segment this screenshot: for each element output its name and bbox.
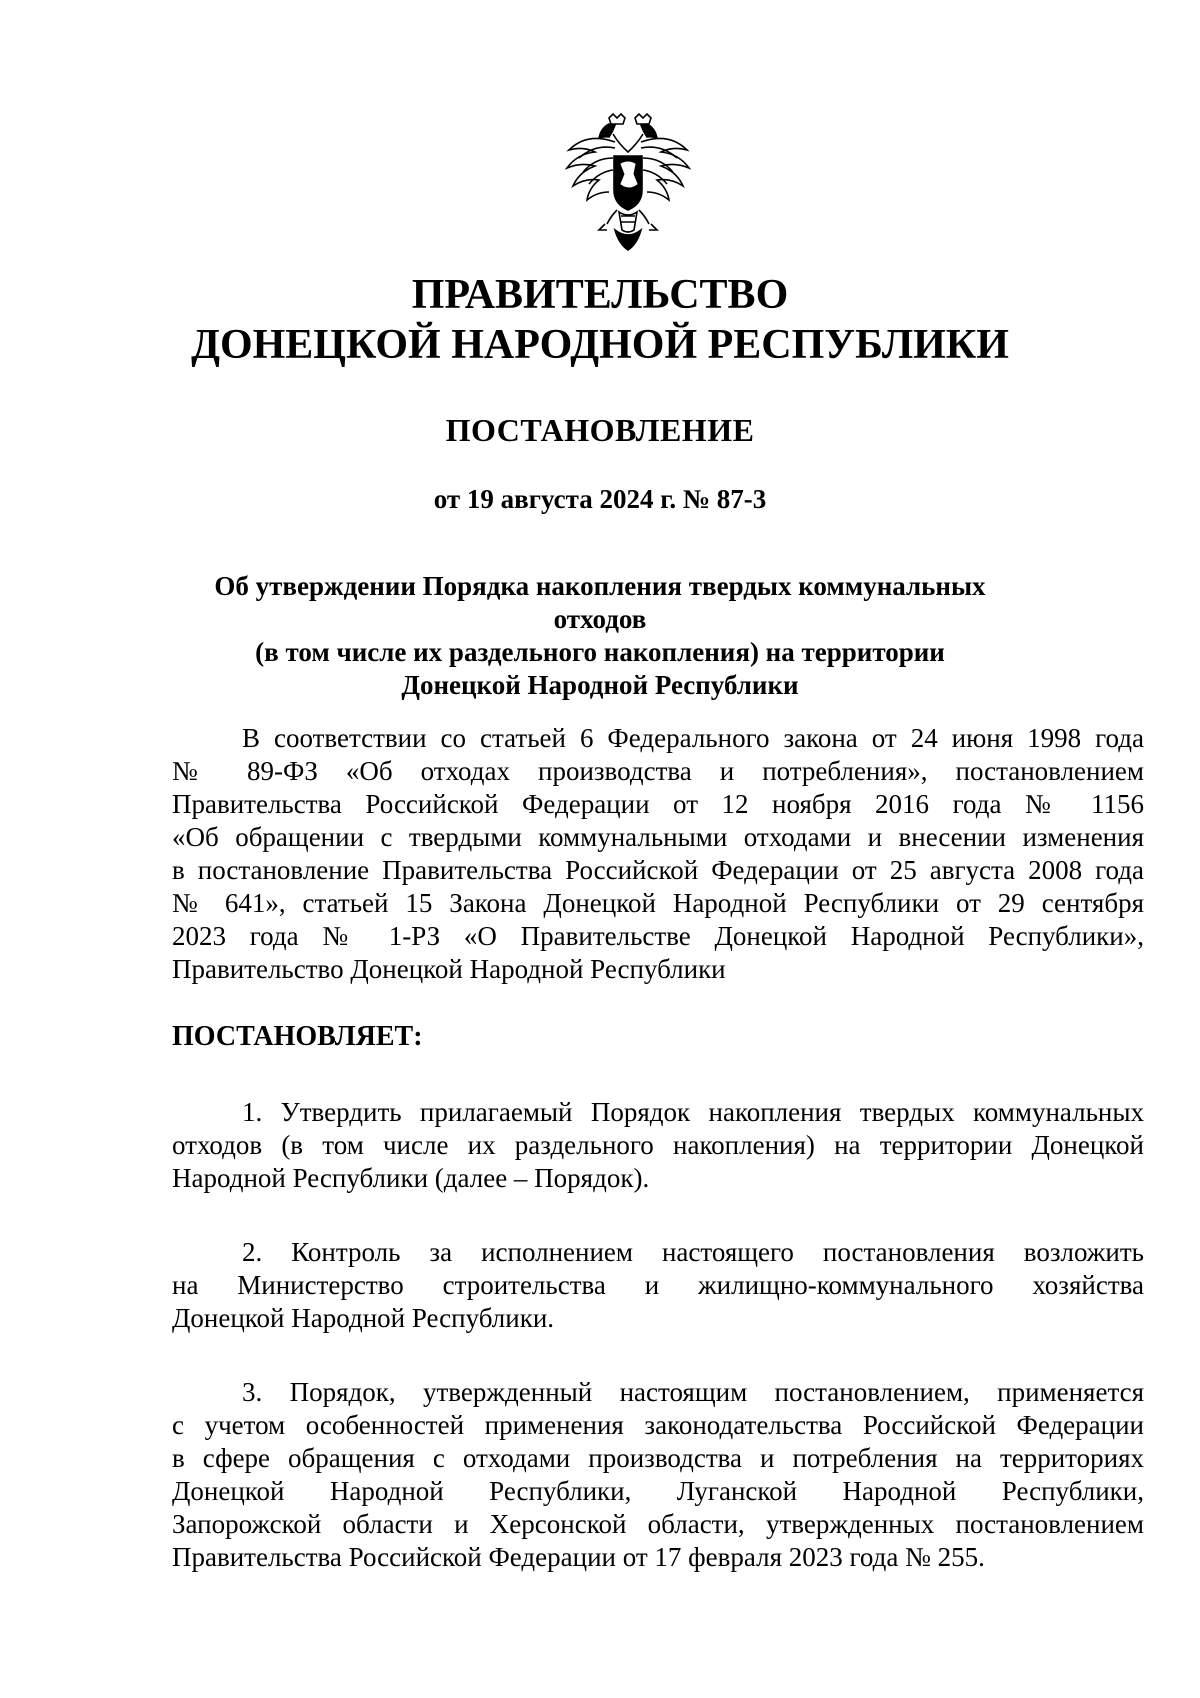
item-line: отходов (в том числе их раздельного накопления) на территории Донецкой: [172, 1130, 1144, 1160]
document-subject: [172, 570, 1028, 702]
preamble-line: в постановление Правительства Российской Федерации от 25 августа 2008 года: [172, 855, 1144, 885]
preamble-line: № 89-ФЗ «Об отходах производства и потребления», постановлением: [172, 756, 1144, 786]
document-date-number: от 19 августа 2024 г. № 87-3: [433, 484, 767, 514]
resolves-heading: ПОСТАНОВЛЯЕТ:: [172, 1021, 423, 1052]
item-line: 2. Контроль за исполнением настоящего постановления возложить: [242, 1237, 1144, 1267]
subject-line: Донецкой Народной Республики: [401, 670, 799, 700]
item-line: Народной Республики (далее – Порядок).: [172, 1163, 650, 1193]
government-name-line2: ДОНЕЦКОЙ НАРОДНОЙ РЕСПУБЛИКИ: [191, 322, 1009, 368]
item-line: Запорожской области и Херсонской области, утвержденных постановлением: [172, 1509, 1144, 1539]
item-line: на Министерство строительства и жилищно-коммунального хозяйства: [172, 1270, 1144, 1300]
preamble-line: В соответствии со статьей 6 Федерального закона от 24 июня 1998 года: [242, 723, 1144, 753]
item-3-paragraph: [172, 1376, 1144, 1574]
document-type: ПОСТАНОВЛЕНИЕ: [445, 412, 755, 448]
item-line: с учетом особенностей применения законодательства Российской Федерации: [172, 1410, 1144, 1440]
item-line: в сфере обращения с отходами производства и потребления на территориях: [172, 1443, 1144, 1473]
subject-line: Об утверждении Порядка накопления твердых коммунальных отходов: [214, 571, 986, 634]
item-2-paragraph: [172, 1236, 1144, 1335]
item-line: Донецкой Народной Республики.: [172, 1303, 555, 1333]
preamble-paragraph: [172, 722, 1144, 986]
item-line: 3. Порядок, утвержденный настоящим постановлением, применяется: [242, 1377, 1144, 1407]
item-1-paragraph: [172, 1096, 1144, 1195]
coat-of-arms-emblem: [565, 112, 691, 262]
item-line: 1. Утвердить прилагаемый Порядок накопления твердых коммунальных: [242, 1097, 1144, 1127]
preamble-line: 2023 года № 1-РЗ «О Правительстве Донецкой Народной Республики»,: [172, 921, 1144, 951]
preamble-line: Правительство Донецкой Народной Республики: [172, 954, 726, 984]
preamble-line: Правительства Российской Федерации от 12 ноября 2016 года № 1156: [172, 789, 1144, 819]
item-line: Правительства Российской Федерации от 17 февраля 2023 года № 255.: [172, 1542, 985, 1572]
preamble-line: «Об обращении с твердыми коммунальными отходами и внесении изменения: [172, 822, 1144, 852]
item-line: Донецкой Народной Республики, Луганской Народной Республики,: [172, 1476, 1144, 1506]
preamble-line: № 641», статьей 15 Закона Донецкой Народной Республики от 29 сентября: [172, 888, 1144, 918]
subject-line: (в том числе их раздельного накопления) на территории: [255, 637, 945, 667]
government-name-line1: ПРАВИТЕЛЬСТВО: [411, 272, 789, 318]
